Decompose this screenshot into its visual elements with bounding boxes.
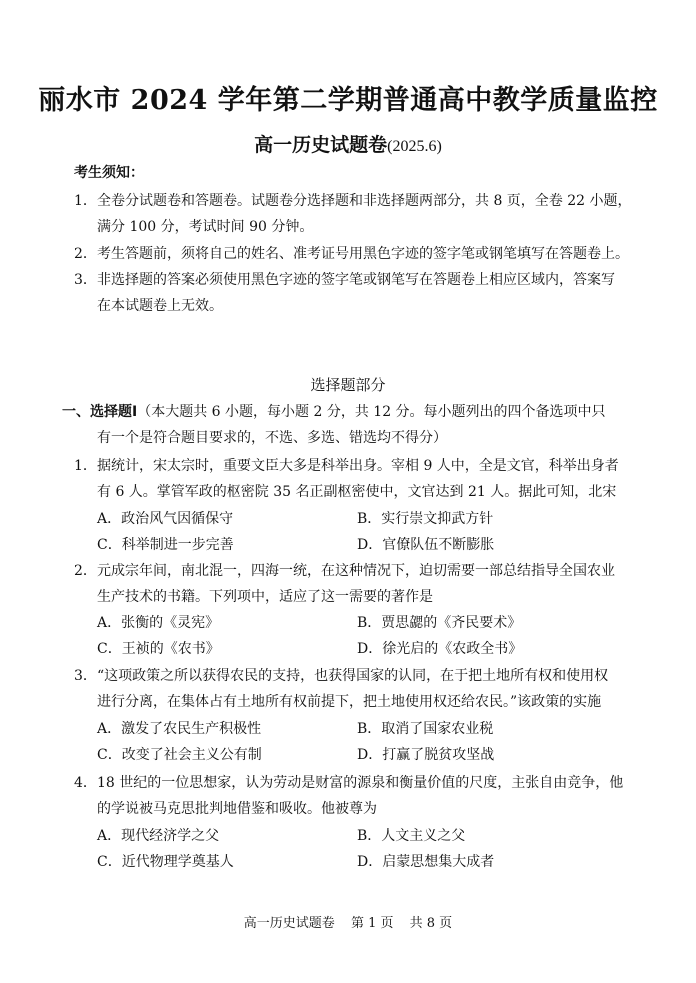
- option-c: C．改变了社会主义公有制: [97, 747, 262, 763]
- notice-item-line: 考生答题前，须将自己的姓名、准考证号用黑色字迹的签字笔或钢笔填写在答题卷上。: [97, 246, 629, 262]
- footer-page-number: 第 1 页: [350, 916, 394, 931]
- question-stem-line: “这项政策之所以获得农民的支持，也获得国家的认同，在于把土地所有权和使用权: [97, 668, 609, 684]
- part-desc-line: （本大题共 6 小题，每小题 2 分，共 12 分。每小题列出的四个备选项中只: [137, 404, 606, 420]
- question-number: 4．: [74, 775, 97, 791]
- option-c: C．近代物理学奠基人: [97, 854, 234, 870]
- page-footer: [0, 912, 696, 931]
- footer-exam-name: 高一历史试题卷: [243, 916, 335, 931]
- option-d: D．启蒙思想集大成者: [357, 854, 495, 870]
- part-desc-line: 有一个是符合题目要求的，不选、多选、错选均不得分）: [97, 430, 447, 446]
- page-subtitle: [0, 130, 696, 157]
- option-c: C．科举制进一步完善: [97, 537, 234, 553]
- option-d: D．打赢了脱贫攻坚战: [357, 747, 495, 763]
- section-title: 选择题部分: [310, 376, 386, 394]
- option-d: D．徐光启的《农政全书》: [357, 641, 523, 657]
- option-b: B．人文主义之父: [357, 828, 466, 844]
- notice-item-line: 在本试题卷上无效。: [97, 298, 223, 314]
- option-b: B．贾思勰的《齐民要术》: [357, 615, 522, 631]
- page-title: 丽水市 2024 学年第二学期普通高中教学质量监控: [38, 85, 658, 116]
- question-stem-line: 生产技术的书籍。下列项中，适应了这一需要的著作是: [97, 589, 433, 605]
- exam-date: (2025.6): [387, 138, 442, 155]
- subtitle-text: 高一历史试题卷: [254, 134, 388, 156]
- question-stem-line: 元成宗年间，南北混一，四海一统，在这种情况下，迫切需要一部总结指导全国农业: [97, 563, 615, 579]
- notice-item-line: 满分 100 分，考试时间 90 分钟。: [97, 219, 314, 235]
- option-c: C．王祯的《农书》: [97, 641, 220, 657]
- notice-item-line: 非选择题的答案必须使用黑色字迹的签字笔或钢笔写在答题卷上相应区域内，答案写: [97, 272, 615, 288]
- option-a: A．现代经济学之父: [97, 828, 220, 844]
- notice-item-line: 全卷分试题卷和答题卷。试题卷分选择题和非选择题两部分，共 8 页，全卷 22 小题，: [97, 193, 632, 209]
- option-d: D．官僚队伍不断膨胀: [357, 537, 495, 553]
- option-b: B．实行崇文抑武方针: [357, 511, 494, 527]
- question-stem-line: 18 世纪的一位思想家，认为劳动是财富的源泉和衡量价值的尺度，主张自由竞争，他: [97, 775, 624, 791]
- part-head-label: 一、选择题Ⅰ: [62, 404, 138, 420]
- question-number: 1．: [74, 458, 97, 474]
- question-number: 2．: [74, 563, 97, 579]
- notice-heading: 考生须知：: [74, 165, 144, 181]
- option-b: B．取消了国家农业税: [357, 721, 494, 737]
- question-stem-line: 据统计，宋太宗时，重要文臣大多是科举出身。宰相 9 人中，全是文官，科举出身者: [97, 458, 619, 474]
- footer-page-total: 共 8 页: [409, 916, 453, 931]
- notice-item-number: 2．: [74, 246, 97, 262]
- option-a: A．张衡的《灵宪》: [97, 615, 220, 631]
- question-stem-line: 有 6 人。掌管军政的枢密院 35 名正副枢密使中，文官达到 21 人。据此可知，北宋: [97, 484, 617, 500]
- question-number: 3．: [74, 668, 97, 684]
- question-stem-line: 进行分离，在集体占有土地所有权前提下，把土地使用权还给农民。”该政策的实施: [97, 694, 602, 710]
- question-stem-line: 的学说被马克思批判地借鉴和吸收。他被尊为: [97, 801, 377, 817]
- notice-item-number: 3．: [74, 272, 97, 288]
- notice-item-number: 1．: [74, 193, 97, 209]
- option-a: A．政治风气因循保守: [97, 511, 234, 527]
- option-a: A．激发了农民生产积极性: [97, 721, 262, 737]
- part-heading: [62, 402, 606, 422]
